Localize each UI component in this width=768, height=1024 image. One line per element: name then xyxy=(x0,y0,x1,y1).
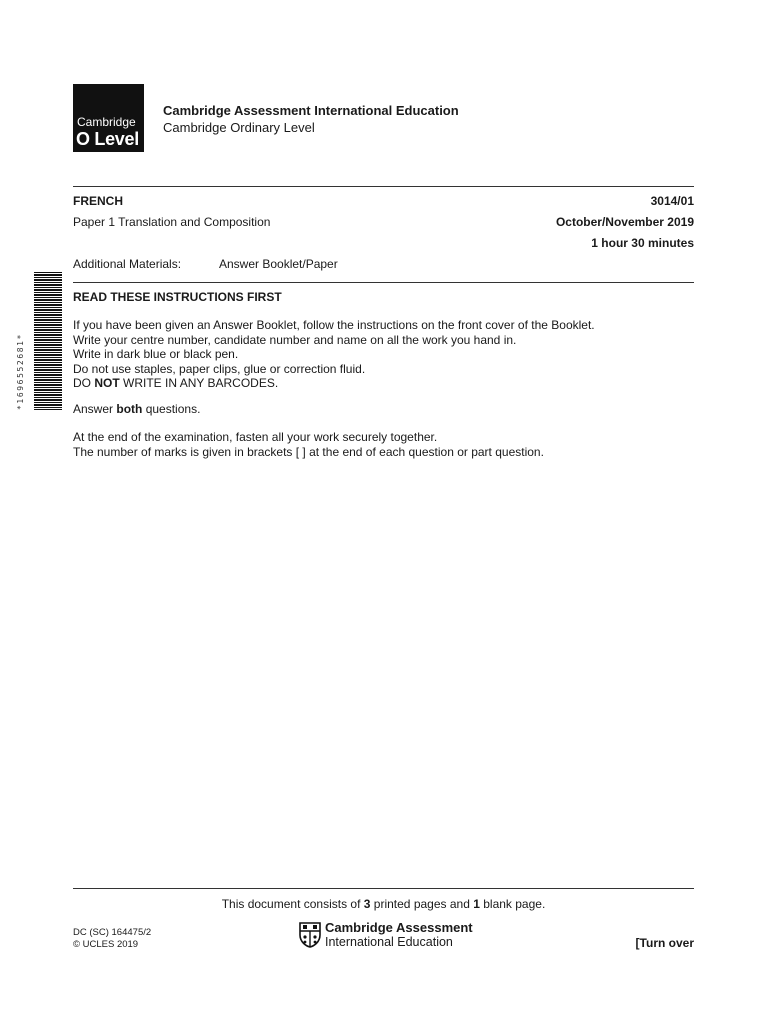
materials-label: Additional Materials: xyxy=(73,257,182,271)
instruction-line: DO NOT WRITE IN ANY BARCODES. xyxy=(73,376,279,390)
o-level-logo xyxy=(73,84,144,152)
logo-line2: O Level xyxy=(76,129,139,149)
duration: 1 hour 30 minutes xyxy=(591,236,694,250)
session: October/November 2019 xyxy=(555,215,694,229)
paper-title: Paper 1 Translation and Composition xyxy=(73,215,271,229)
cambridge-shield-icon xyxy=(299,922,321,948)
ca-logo-line2: International Education xyxy=(325,935,453,949)
org-name: Cambridge Assessment International Education xyxy=(163,103,459,118)
middle-rule xyxy=(73,282,694,283)
turn-over: [Turn over xyxy=(635,936,694,950)
copyright: © UCLES 2019 xyxy=(73,939,139,950)
paper-code: 3014/01 xyxy=(650,194,694,208)
instruction-line: Write in dark blue or black pen. xyxy=(73,347,239,361)
instruction-line: If you have been given an Answer Booklet, follow the instructions on the front cover of the Booklet. xyxy=(73,318,595,332)
instruction-line: At the end of the examination, fasten all your work securely together. xyxy=(73,430,438,444)
subject: FRENCH xyxy=(73,194,123,208)
cambridge-assessment-logo xyxy=(299,921,473,949)
barcode-digits: *1696552681* xyxy=(16,333,25,410)
instruction-line: Write your centre number, candidate number and name on all the work you hand in. xyxy=(73,332,517,347)
barcode-icon xyxy=(34,272,62,410)
instruction-line: Do not use staples, paper clips, glue or correction fluid. xyxy=(73,361,366,376)
materials-value: Answer Booklet/Paper xyxy=(219,257,338,271)
answer-instruction: Answer both questions. xyxy=(73,402,201,416)
instructions-block xyxy=(73,318,595,391)
org-subtitle: Cambridge Ordinary Level xyxy=(163,120,315,135)
instruction-line: The number of marks is given in brackets [ ] at the end of each question or part question. xyxy=(73,444,544,459)
logo-line1: Cambridge xyxy=(77,115,136,129)
footer-rule xyxy=(73,888,694,889)
document-ref: DC (SC) 164475/2 xyxy=(73,927,152,938)
page-count-note: This document consists of 3 printed pages and 1 blank page. xyxy=(221,897,546,911)
instructions-heading: READ THESE INSTRUCTIONS FIRST xyxy=(73,290,282,304)
end-instructions xyxy=(73,430,544,459)
ca-logo-line1: Cambridge Assessment xyxy=(325,920,473,935)
top-rule xyxy=(73,186,694,187)
